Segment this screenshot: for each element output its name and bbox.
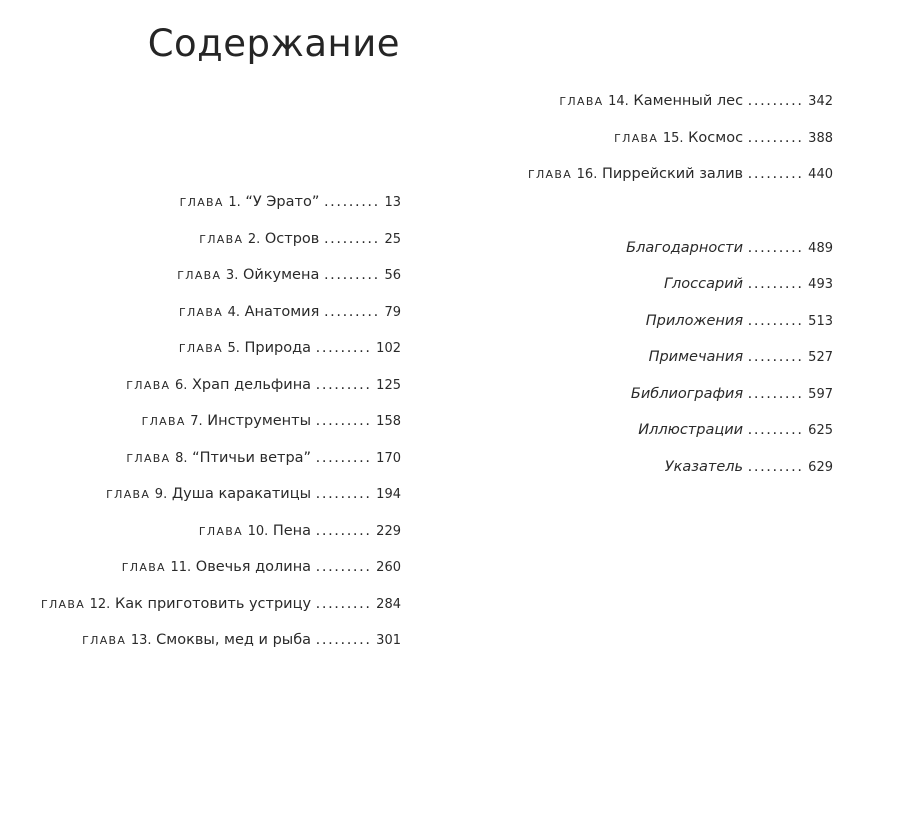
chapter-word: ГЛАВА [614, 131, 659, 145]
dot-leader: ......... [315, 522, 372, 539]
page-number: 158 [376, 414, 401, 429]
page-number: 513 [808, 313, 833, 329]
chapter-number: 15. [662, 130, 684, 146]
page-number: 489 [808, 240, 833, 256]
section-title: Указатель [664, 458, 744, 475]
page-number: 56 [384, 268, 401, 283]
page-number: 388 [808, 130, 833, 146]
chapter-title: Инструменты [207, 413, 312, 429]
toc-entry[interactable] [41, 336, 401, 373]
toc-entry[interactable] [528, 382, 833, 419]
page-number: 13 [384, 195, 401, 210]
chapter-word: ГЛАВА [178, 342, 223, 355]
chapter-number: 12. [89, 596, 111, 612]
chapter-word: ГЛАВА [177, 269, 222, 282]
section-title: Библиография [630, 385, 744, 402]
page-number: 260 [376, 560, 401, 575]
dot-leader: ......... [315, 449, 372, 466]
dot-leader: ......... [747, 239, 804, 256]
toc-right-column [528, 89, 833, 491]
section-title: Глоссарий [663, 276, 744, 292]
chapter-number: 7. [190, 414, 203, 429]
chapter-title: Анатомия [244, 303, 320, 320]
toc-entry[interactable] [528, 272, 833, 309]
page-number: 625 [808, 423, 833, 438]
chapter-title: Космос [688, 129, 744, 146]
page-number: 629 [808, 459, 833, 475]
page-number: 229 [376, 523, 401, 539]
toc-entry[interactable] [41, 482, 401, 519]
page-number: 25 [384, 231, 401, 247]
page-number: 170 [376, 450, 401, 466]
dot-leader: ......... [315, 486, 372, 502]
chapter-word: ГЛАВА [179, 196, 224, 209]
dot-leader: ......... [747, 129, 804, 146]
chapter-number: 14. [608, 94, 629, 109]
toc-entry[interactable] [41, 555, 401, 592]
toc-entry[interactable] [41, 190, 401, 227]
page-title: Содержание [147, 22, 400, 65]
chapter-number: 3. [225, 268, 239, 283]
page-number: 79 [384, 304, 401, 320]
chapter-number: 6. [174, 377, 188, 393]
chapter-word: ГЛАВА [126, 451, 171, 465]
toc-entry[interactable] [41, 300, 401, 337]
chapter-title: Ойкумена [242, 267, 320, 283]
toc-entry[interactable] [528, 309, 833, 346]
toc-entry[interactable] [41, 628, 401, 665]
dot-leader: ......... [323, 230, 380, 247]
dot-leader: ......... [315, 413, 372, 429]
chapter-word: ГЛАВА [198, 524, 243, 538]
toc-entry[interactable] [528, 162, 833, 199]
toc-entry[interactable] [41, 263, 401, 300]
section-title: Примечания [648, 349, 744, 365]
dot-leader: ......... [315, 376, 372, 393]
chapter-title: Овечья долина [195, 559, 312, 575]
chapter-title: Смоквы, мед и рыба [156, 632, 312, 648]
page-number: 493 [808, 277, 833, 292]
chapter-number: 5. [227, 341, 240, 356]
dot-leader: ......... [747, 385, 804, 402]
chapter-title: Пиррейский залив [601, 166, 744, 182]
chapter-word: ГЛАВА [126, 378, 171, 392]
chapter-number: 11. [170, 560, 192, 575]
dot-leader: ......... [747, 166, 804, 182]
toc-entry[interactable] [528, 236, 833, 273]
dot-leader: ......... [747, 276, 804, 292]
section-title: Приложения [645, 312, 744, 329]
dot-leader: ......... [747, 458, 804, 475]
page-number: 597 [808, 386, 833, 402]
toc-entry[interactable] [41, 409, 401, 446]
section-title: Благодарности [626, 239, 744, 256]
dot-leader: ......... [315, 340, 372, 356]
chapter-title: Как приготовить устрицу [114, 595, 312, 612]
section-title: Иллюстрации [638, 422, 744, 438]
chapter-title: Остров [264, 230, 320, 247]
toc-entry[interactable] [41, 373, 401, 410]
chapter-number: 1. [228, 195, 241, 210]
page-number: 194 [376, 487, 401, 502]
chapter-word: ГЛАВА [178, 305, 224, 319]
chapter-word: ГЛАВА [40, 597, 86, 611]
toc-entry[interactable] [41, 227, 401, 264]
toc-entry[interactable] [528, 126, 833, 163]
chapter-word: ГЛАВА [121, 561, 166, 574]
dot-leader: ......... [747, 422, 804, 438]
chapter-title: “У Эрато” [245, 194, 320, 210]
chapter-title: Храп дельфина [192, 376, 312, 393]
dot-leader: ......... [747, 349, 804, 365]
section-gap [528, 199, 833, 236]
dot-leader: ......... [315, 632, 372, 648]
dot-leader: ......... [323, 194, 380, 210]
chapter-number: 2. [247, 231, 261, 247]
toc-left-column [41, 190, 401, 665]
dot-leader: ......... [747, 312, 804, 329]
dot-leader: ......... [747, 93, 804, 109]
chapter-number: 4. [227, 304, 241, 320]
page-number: 284 [376, 596, 401, 612]
toc-entry[interactable] [41, 446, 401, 483]
chapter-word: ГЛАВА [559, 95, 604, 108]
chapter-number: 16. [576, 167, 598, 182]
page-number: 440 [808, 167, 833, 182]
page-number: 125 [376, 377, 401, 393]
chapter-title: Каменный лес [633, 93, 744, 109]
toc-entry[interactable] [41, 519, 401, 556]
toc-entry[interactable] [528, 455, 833, 492]
toc-entry[interactable] [41, 592, 401, 629]
chapter-word: ГЛАВА [199, 232, 244, 246]
dot-leader: ......... [315, 595, 372, 612]
chapter-number: 8. [175, 450, 188, 466]
toc-entry[interactable] [528, 418, 833, 455]
chapter-word: ГЛАВА [141, 415, 186, 428]
page-number: 527 [808, 350, 833, 365]
chapter-title: Природа [244, 340, 312, 356]
page-number: 342 [808, 94, 833, 109]
chapter-number: 10. [247, 523, 269, 539]
dot-leader: ......... [315, 559, 372, 575]
chapter-word: ГЛАВА [106, 488, 151, 501]
toc-entry[interactable] [528, 345, 833, 382]
page-number: 102 [376, 341, 401, 356]
chapter-title: “Птичьи ветра” [192, 449, 312, 466]
chapter-title: Душа каракатицы [171, 486, 312, 502]
chapter-number: 9. [154, 487, 168, 502]
toc-entry[interactable] [528, 89, 833, 126]
chapter-word: ГЛАВА [82, 634, 127, 647]
dot-leader: ......... [323, 303, 380, 320]
dot-leader: ......... [323, 267, 380, 283]
chapter-title: Пена [272, 522, 312, 539]
chapter-number: 13. [130, 633, 152, 648]
page-number: 301 [376, 633, 401, 648]
chapter-word: ГЛАВА [527, 168, 573, 181]
